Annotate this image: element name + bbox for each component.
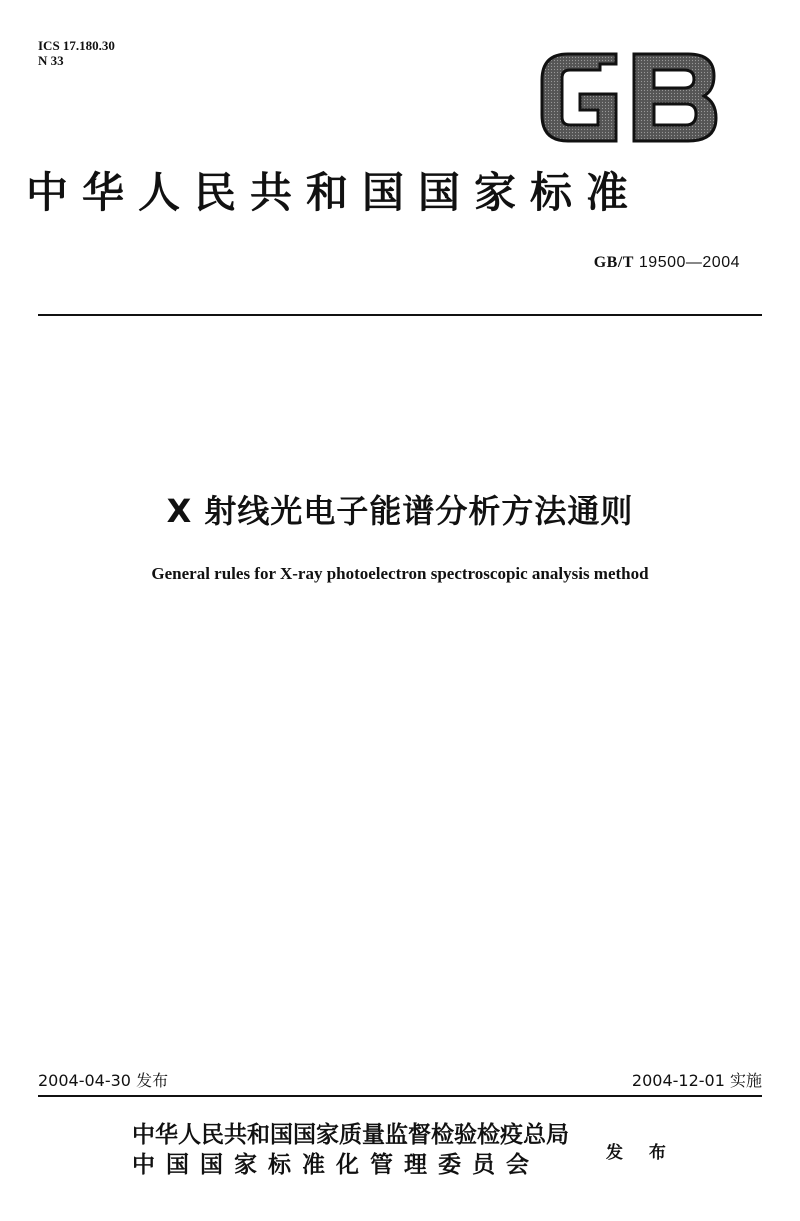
logo-letter-g <box>542 54 616 141</box>
gb-logo <box>538 50 718 145</box>
publish-label: 发 布 <box>606 1143 676 1163</box>
bottom-divider <box>38 1095 762 1097</box>
ics-code: ICS 17.180.30 <box>38 38 115 53</box>
national-standard-title: 中华人民共和国国家标准 <box>26 168 643 217</box>
issue-date: 2004-04-30 发布 <box>38 1071 169 1090</box>
ccs-code: N 33 <box>38 53 64 68</box>
document-title-english: General rules for X-ray photoelectron spectroscopic analysis method <box>151 564 649 583</box>
document-title-chinese: X 射线光电子能谱分析方法通则 <box>166 492 634 530</box>
standard-prefix: GB/T <box>593 254 634 271</box>
standard-number <box>594 254 740 272</box>
top-divider <box>38 314 762 316</box>
classification-codes <box>38 38 115 68</box>
issuer-sac: 中国国家标准化管理委员会 <box>132 1151 540 1178</box>
effective-date: 2004-12-01 实施 <box>631 1071 762 1090</box>
issuer-aqsiq: 中华人民共和国国家质量监督检验检疫总局 <box>132 1121 569 1148</box>
logo-letter-b <box>634 54 716 141</box>
standard-code: 19500—2004 <box>638 254 740 271</box>
issuing-authorities <box>132 1120 569 1180</box>
